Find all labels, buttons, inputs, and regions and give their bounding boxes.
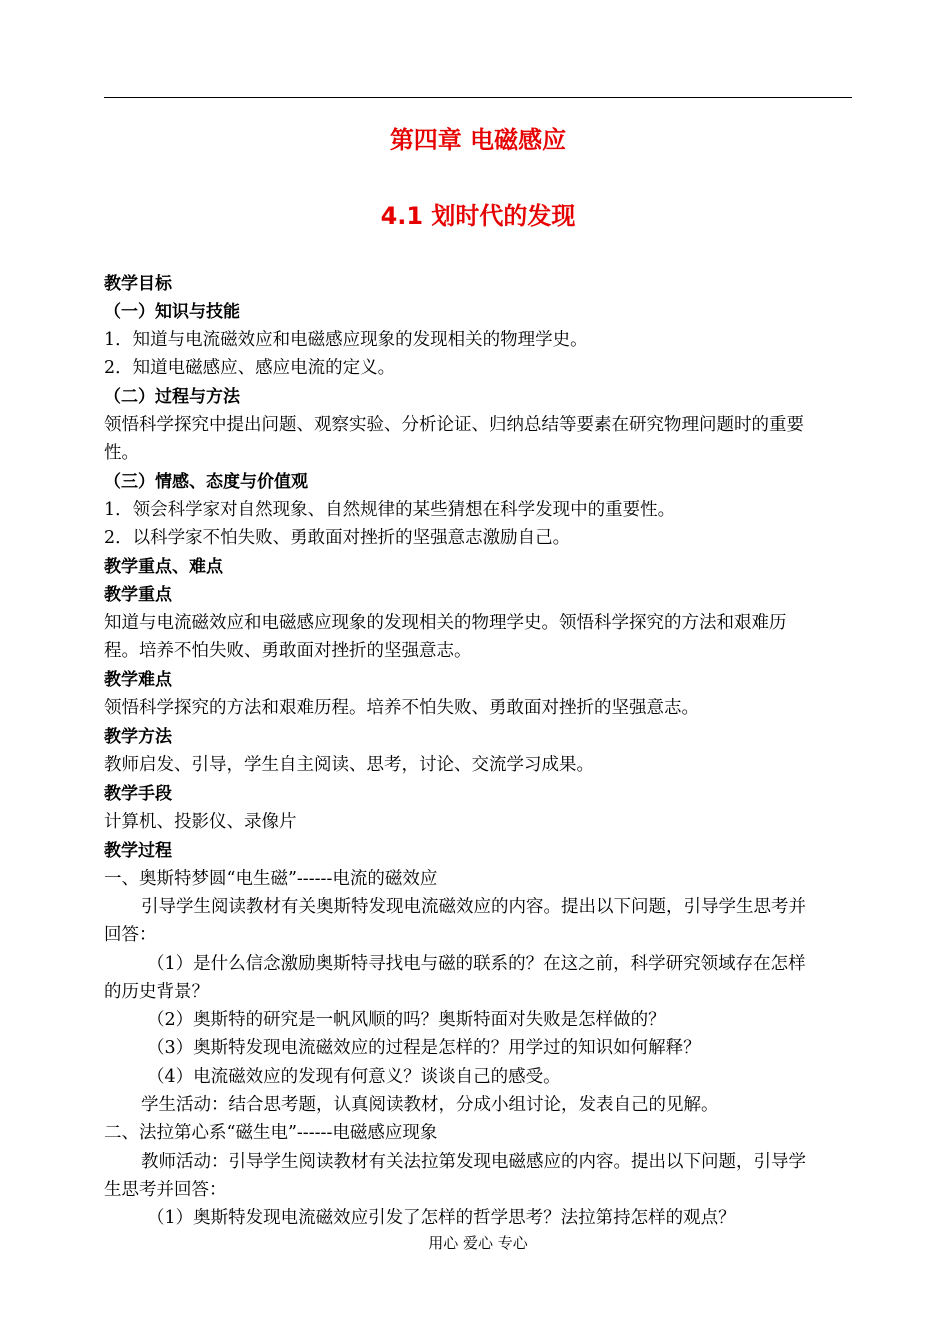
question-line: （4）电流磁效应的发现有何意义？谈谈自己的感受。	[147, 1067, 561, 1087]
text-line: 教师活动：引导学生阅读教材有关法拉第发现电磁感应的内容。提出以下问题，引导学	[141, 1152, 806, 1172]
text-line: 2．知道电磁感应、感应电流的定义。	[104, 358, 396, 378]
subheading-focus: 教学重点	[104, 585, 172, 605]
question-line: （1）是什么信念激励奥斯特寻找电与磁的联系的？在这之前，科学研究领域存在怎样	[147, 954, 806, 974]
section-title: 4.1 划时代的发现	[380, 202, 576, 230]
heading-process: 教学过程	[104, 841, 172, 861]
text-line: 1．知道与电流磁效应和电磁感应现象的发现相关的物理学史。	[104, 330, 588, 350]
chapter-title: 第四章 电磁感应	[389, 126, 567, 154]
text-line: 程。培养不怕失败、勇敢面对挫折的坚强意志。	[104, 641, 472, 661]
text-line: 2．以科学家不怕失败、勇敢面对挫折的坚强意志激励自己。	[104, 528, 571, 548]
text-line: 1．领会科学家对自然现象、自然规律的某些猜想在科学发现中的重要性。	[104, 500, 676, 520]
question-line: （2）奥斯特的研究是一帆风顺的吗？奥斯特面对失败是怎样做的？	[147, 1010, 666, 1030]
text-line: 领悟科学探究中提出问题、观察实验、分析论证、归纳总结等要素在研究物理问题时的重要	[104, 415, 804, 435]
question-line: （3）奥斯特发现电流磁效应的过程是怎样的？用学过的知识如何解释？	[147, 1038, 701, 1058]
question-line: （1）奥斯特发现电流磁效应引发了怎样的哲学思考？法拉第持怎样的观点？	[147, 1208, 736, 1228]
subheading-knowledge: （一）知识与技能	[104, 302, 240, 322]
heading-objectives: 教学目标	[104, 274, 172, 294]
text-line: 知道与电流磁效应和电磁感应现象的发现相关的物理学史。领悟科学探究的方法和艰难历	[104, 613, 787, 633]
heading-methods: 教学方法	[104, 727, 172, 747]
heading-key-points: 教学重点、难点	[104, 557, 223, 577]
text-line: 计算机、投影仪、录像片	[104, 812, 297, 832]
text-line: 学生活动：结合思考题，认真阅读教材，分成小组讨论，发表自己的见解。	[141, 1095, 719, 1115]
text-line: 一、奥斯特梦圆“电生磁”------电流的磁效应	[104, 869, 438, 889]
text-line: 教师启发、引导，学生自主阅读、思考，讨论、交流学习成果。	[104, 755, 594, 775]
text-line: 二、法拉第心系“磁生电”------电磁感应现象	[104, 1123, 438, 1143]
page-footer: 用心 爱心 专心	[428, 1234, 528, 1252]
text-line: 性。	[104, 443, 139, 463]
text-line: 领悟科学探究的方法和艰难历程。培养不怕失败、勇敢面对挫折的坚强意志。	[104, 698, 699, 718]
header-rule	[104, 97, 852, 98]
text-line: 引导学生阅读教材有关奥斯特发现电流磁效应的内容。提出以下问题，引导学生思考并	[141, 897, 806, 917]
subheading-values: （三）情感、态度与价值观	[104, 472, 308, 492]
text-line: 回答：	[104, 925, 157, 945]
text-line: 生思考并回答：	[104, 1180, 227, 1200]
text-line: 的历史背景？	[104, 982, 209, 1002]
heading-tools: 教学手段	[104, 784, 172, 804]
subheading-difficulty: 教学难点	[104, 670, 172, 690]
subheading-process: （二）过程与方法	[104, 387, 240, 407]
